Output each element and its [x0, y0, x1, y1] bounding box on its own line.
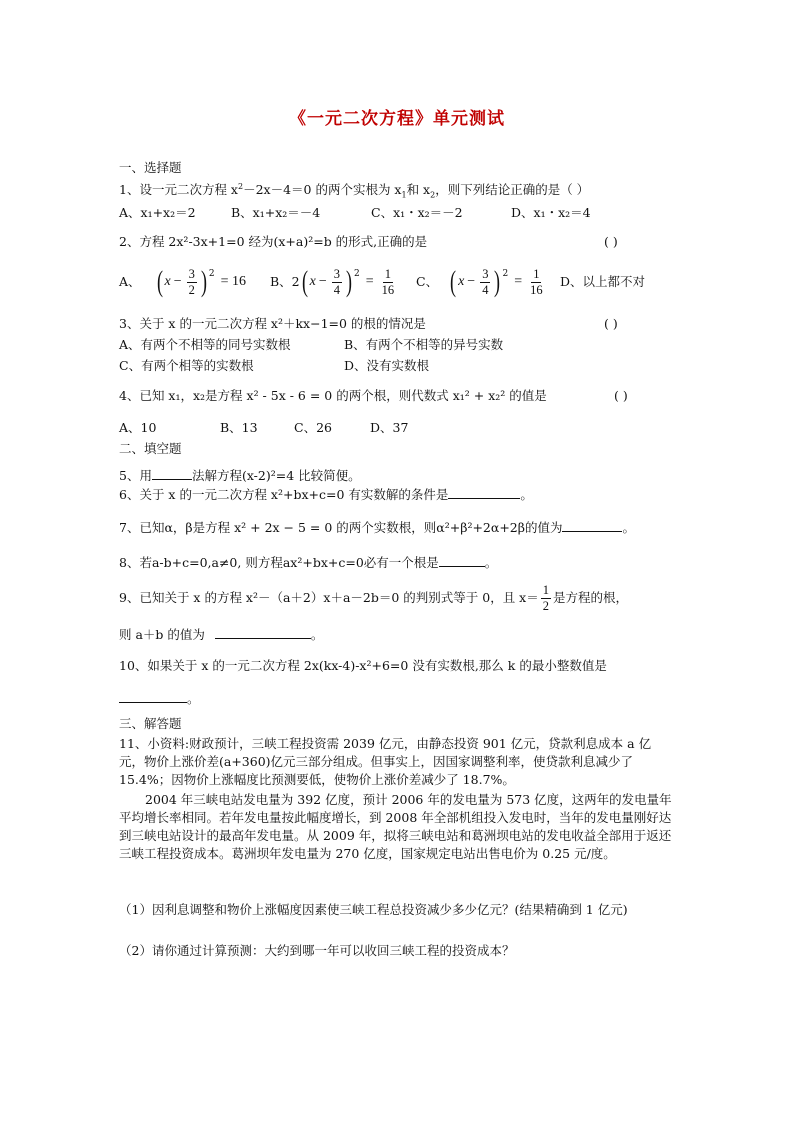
q3-option-a: A、有两个不相等的同号实数根 [119, 337, 291, 352]
question-9-cont: 则 a＋b 的值为 。 [119, 627, 324, 642]
q3-option-d: D、没有实数根 [344, 358, 430, 373]
q1-option-d: D、x₁・x₂＝4 [511, 205, 591, 220]
question-10-cont: 。 [119, 690, 200, 707]
q2-option-a: A、 ( x − $\frac{3}{2}$ ) $^2$ = 16 [119, 265, 247, 298]
question-6: 6、关于 x 的一元二次方程 x²+bx+c=0 有实数解的条件是 。 [119, 487, 533, 502]
q6-blank[interactable] [448, 486, 520, 499]
q3-answer-paren: ( ) [604, 316, 618, 331]
q8-blank[interactable] [439, 554, 485, 567]
q2-option-d: D、以上都不对 [560, 274, 646, 289]
q4-option-d: D、37 [370, 420, 409, 435]
q2-option-b: B、2 ( x − $\frac{3}{4}$ ) $^2$ = $\frac{1}{16}$ [270, 265, 395, 298]
q1-option-a: A、x₁+x₂＝2 [119, 205, 196, 220]
q9-blank[interactable] [215, 626, 311, 639]
question-11-part-2: （2）请你通过计算预测：大约到哪一年可以收回三峡工程的投资成本？ [119, 943, 515, 958]
q1-stem-b: －2x－4＝0 的两个实根为 x [243, 182, 402, 198]
q10-blank[interactable] [119, 690, 187, 703]
q5-blank[interactable] [152, 467, 192, 480]
section-fill-in: 二、填空题 [119, 441, 182, 456]
q2-answer-paren: ( ) [604, 234, 618, 249]
question-2: 2、方程 2x²-3x+1=0 经为(x+a)²=b 的形式,正确的是 [119, 234, 428, 249]
q4-option-b: B、13 [220, 420, 258, 435]
q4-answer-paren: ( ) [614, 388, 628, 403]
q1-option-b: B、x₁+x₂＝－4 [231, 205, 321, 220]
question-7: 7、已知α，β是方程 x² + 2x − 5 = 0 的两个实数根，则α²+β²+2α+2β的值为 。 [119, 520, 635, 535]
question-8: 8、若a-b+c=0,a≠0, 则方程ax²+bx+c=0必有一个根是 。 [119, 555, 498, 570]
question-4: 4、已知 x₁，x₂是方程 x² - 5x - 6 = 0 的两个根，则代数式 x₁² + x₂² 的值是 [119, 388, 547, 403]
page-title: 《一元二次方程》单元测试 [289, 109, 505, 129]
q1-stem-d: ，则下列结论正确的是（ ） [435, 182, 590, 198]
question-1: 1、设一元二次方程 $x^2-2x-4=0$ 的两个实根为 $x_1$和 $x_2$，则下列结论正确的是（ ） [119, 182, 590, 200]
q1-stem-a: 1、设一元二次方程 x [119, 182, 238, 198]
q4-option-c: C、26 [294, 420, 332, 435]
question-10: 10、如果关于 x 的一元二次方程 2x(kx-4)-x²+6=0 没有实数根,那么 k 的最小整数值是 [119, 658, 607, 673]
q1-stem-c: 和 x [406, 182, 431, 198]
q7-blank[interactable] [562, 519, 622, 532]
q1-option-c: C、x₁・x₂＝－2 [371, 205, 463, 220]
question-11-part-1: （1）因利息调整和物价上涨幅度因素使三峡工程总投资减少多少亿元？(结果精确到 1 亿元) [119, 902, 628, 917]
question-9: 9、已知关于 x 的方程 x²－（a＋2）x＋a－2b＝0 的判别式等于 0，且 x＝ $\frac{1}{2}$ 是方程的根， [119, 582, 628, 613]
question-11-data: 2004 年三峡电站发电量为 392 亿度，预计 2006 年的发电量为 573 亿度，这两年的发电量年平均增长率相同。若年发电量按此幅度增长，到 2008 年全部机组投入发电时，当年的发电量刚好达到三峡电站设计的最高年发电量。从 2009 年，拟将三峡电站和葛洲坝电站的发电收益全部用于返还三峡工程投资成本。葛洲坝年发电量为 270 亿度，国家规定电站出售电价为 0.25 元/度。 [119, 792, 672, 861]
q3-option-c: C、有两个相等的实数根 [119, 358, 254, 373]
question-3: 3、关于 x 的一元二次方程 x²＋kx−1=0 的根的情况是 [119, 316, 426, 331]
section-choice: 一、选择题 [119, 160, 182, 175]
section-solve: 三、解答题 [119, 716, 182, 731]
q3-option-b: B、有两个不相等的异号实数 [344, 337, 504, 352]
q2-option-c: C、 ( x − $\frac{3}{4}$ ) $^2$ = $\frac{1}{16}$ [416, 265, 543, 298]
question-11-intro: 11、小资料:财政预计，三峡工程投资需 2039 亿元，由静态投资 901 亿元，贷款利息成本 a 亿元，物价上涨价差(a+360)亿元三部分组成。但事实上，因国家调整利率，使贷款利息减少了 15.4%；因物价上涨幅度比预测要低，使物价上涨价差减少了 18.7%。 [119, 736, 652, 787]
q4-option-a: A、10 [119, 420, 157, 435]
question-5: 5、用 法解方程(x-2)²=4 比较简便。 [119, 468, 361, 483]
